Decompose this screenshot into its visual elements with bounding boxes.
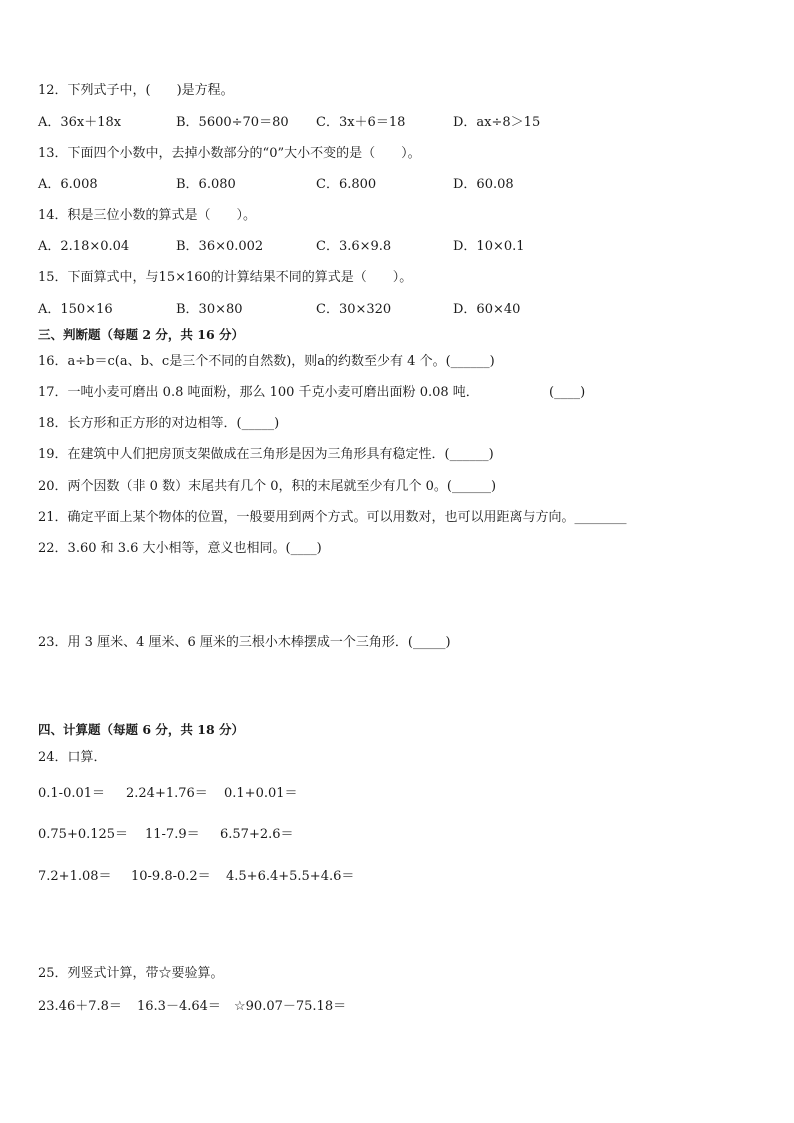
question-15-option-d: D．60×40 — [453, 302, 521, 317]
question-19: 19．在建筑中人们把房顶支架做成在三角形是因为三角形具有稳定性．(______) — [38, 447, 494, 462]
question-14-option-a: A．2.18×0.04 — [38, 239, 130, 254]
question-13-stem: 13．下面四个小数中，去掉小数部分的“0”大小不变的是（ ）。 — [38, 146, 421, 161]
calc-item: 4.5+6.4+5.5+4.6＝ — [226, 869, 355, 884]
calc-item: 6.57+2.6＝ — [220, 827, 294, 842]
question-14-option-d: D．10×0.1 — [453, 239, 525, 254]
question-12-stem: 12．下列式子中，( )是方程。 — [38, 83, 234, 98]
question-21: 21．确定平面上某个物体的位置，一般要用到两个方式。可以用数对，也可以用距离与方向。________ — [38, 510, 627, 525]
question-15-option-a: A．150×16 — [38, 302, 113, 317]
question-25-stem: 25．列竖式计算，带☆要验算。 — [38, 966, 224, 981]
question-13-option-d: D．60.08 — [453, 177, 514, 192]
question-24-stem: 24．口算． — [38, 750, 107, 765]
calc-item: 0.1-0.01＝ — [38, 786, 106, 801]
question-14-option-c: C．3.6×9.8 — [316, 239, 392, 254]
question-20: 20．两个因数（非 0 数）末尾共有几个 0，积的末尾就至少有几个 0。(______) — [38, 479, 497, 494]
calc-item: 11-7.9＝ — [145, 827, 200, 842]
question-15-option-c: C．30×320 — [316, 302, 392, 317]
question-14-stem: 14．积是三位小数的算式是（ ）。 — [38, 208, 257, 223]
question-12-option-b: B．5600÷70＝80 — [176, 115, 289, 130]
calc-item: 0.1+0.01＝ — [224, 786, 298, 801]
calc-item: 23.46＋7.8＝ — [38, 999, 122, 1014]
question-14-option-b: B．36×0.002 — [176, 239, 264, 254]
calc-item: 16.3－4.64＝ — [137, 999, 221, 1014]
question-13-option-a: A．6.008 — [38, 177, 98, 192]
question-12-option-a: A．36x＋18x — [38, 115, 122, 130]
question-15-option-b: B．30×80 — [176, 302, 243, 317]
question-13-option-b: B．6.080 — [176, 177, 236, 192]
question-13-option-c: C．6.800 — [316, 177, 377, 192]
question-17: 17．一吨小麦可磨出 0.8 吨面粉，那么 100 千克小麦可磨出面粉 0.08 吨． — [38, 385, 479, 400]
question-18: 18．长方形和正方形的对边相等．(_____) — [38, 416, 280, 431]
question-12-option-d: D．ax÷8＞15 — [453, 115, 541, 130]
question-22: 22．3.60 和 3.6 大小相等，意义也相同。(____) — [38, 541, 322, 556]
calc-item: 0.75+0.125＝ — [38, 827, 129, 842]
calc-item: ☆90.07－75.18＝ — [234, 999, 347, 1014]
section-4-heading: 四、计算题（每题 6 分，共 18 分） — [38, 722, 245, 737]
question-23: 23．用 3 厘米、4 厘米、6 厘米的三根小木棒摆成一个三角形．(_____) — [38, 635, 451, 650]
calc-item: 7.2+1.08＝ — [38, 869, 112, 884]
calc-item: 2.24+1.76＝ — [126, 786, 208, 801]
calc-item: 10-9.8-0.2＝ — [131, 869, 211, 884]
question-17-answer-blank[interactable]: (____) — [549, 385, 586, 400]
section-3-heading: 三、判断题（每题 2 分，共 16 分） — [38, 327, 245, 342]
question-16: 16．a÷b＝c(a、b、c是三个不同的自然数)，则a的约数至少有 4 个。(______) — [38, 354, 495, 369]
question-15-stem: 15．下面算式中，与15×160的计算结果不同的算式是（ ）。 — [38, 270, 413, 285]
question-12-option-c: C．3x＋6＝18 — [316, 115, 406, 130]
